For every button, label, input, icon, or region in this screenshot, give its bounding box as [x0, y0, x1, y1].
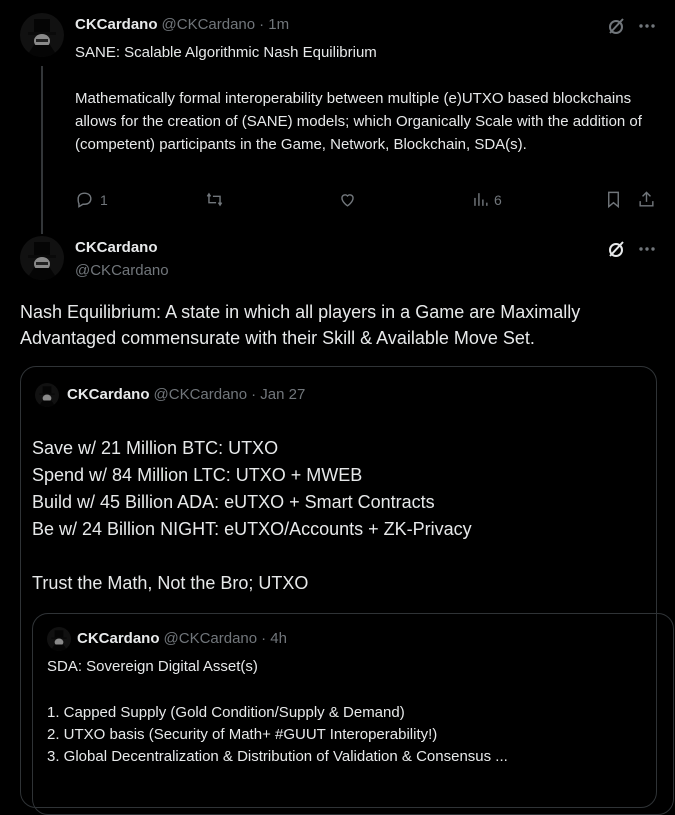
- author-handle: @CKCardano: [163, 630, 258, 647]
- author-name: CKCardano: [77, 630, 160, 647]
- views-button[interactable]: [471, 190, 502, 209]
- grok-icon[interactable]: [606, 16, 626, 41]
- tweet-text: Nash Equilibrium: A state in which all players in a Game are Maximally Advantaged commensurate with their Skill & Available Move Set.: [20, 302, 581, 348]
- thread-line: [41, 66, 43, 234]
- avatar: [47, 627, 71, 651]
- quote-header: [35, 383, 305, 407]
- views-count: 6: [494, 191, 502, 208]
- quote-text: [32, 435, 472, 597]
- share-icon: [637, 190, 656, 209]
- quote-header: [47, 627, 287, 651]
- tweet-header: [75, 15, 289, 35]
- author-handle[interactable]: @CKCardano: [161, 16, 256, 33]
- tweet-text: SANE: Scalable Algorithmic Nash Equilibrium Mathematically formal interoperability between multiple (e)UTXO based blockchains allows for the creation of (SANE) models; which Organically Scale with the addition of (competent) participants in the Game, Network, Blockchain, SDA(s).: [75, 44, 642, 153]
- bookmark-icon: [604, 190, 623, 209]
- quote-line: 2. UTXO basis (Security of Math+ #GUUT Interoperability!): [47, 726, 438, 743]
- quote-line: 3. Global Decentralization & Distribution of Validation & Consensus ...: [47, 748, 508, 765]
- author-handle: @CKCardano: [153, 386, 248, 403]
- quote-line: 1. Capped Supply (Gold Condition/Supply & Demand): [47, 704, 405, 721]
- reply-icon: [75, 190, 94, 209]
- quote-title: SDA: Sovereign Digital Asset(s): [47, 658, 258, 675]
- timestamp: · Jan 27: [251, 386, 306, 403]
- timestamp: · 4h: [261, 630, 287, 647]
- quote-line: Save w/ 21 Million BTC: UTXO: [32, 438, 279, 458]
- timestamp[interactable]: · 1m: [259, 16, 290, 33]
- reply-count: 1: [100, 191, 108, 208]
- like-icon: [338, 190, 357, 209]
- avatar[interactable]: [20, 13, 64, 57]
- quote-text: [47, 656, 508, 768]
- quote-line: Be w/ 24 Billion NIGHT: eUTXO/Accounts + ZK-Privacy: [32, 519, 472, 539]
- like-button[interactable]: [338, 190, 357, 209]
- reply-button[interactable]: [75, 190, 108, 209]
- author-name: CKCardano: [67, 386, 150, 403]
- author-name[interactable]: CKCardano: [75, 239, 158, 256]
- more-icon[interactable]: [637, 16, 657, 41]
- bookmark-button[interactable]: [604, 190, 623, 209]
- author-name[interactable]: CKCardano: [75, 16, 158, 33]
- quote-line: Trust the Math, Not the Bro; UTXO: [32, 573, 309, 593]
- grok-icon[interactable]: [606, 239, 626, 264]
- quote-line: Build w/ 45 Billion ADA: eUTXO + Smart Contracts: [32, 492, 435, 512]
- views-icon: [471, 190, 490, 209]
- nested-quoted-tweet[interactable]: [32, 613, 674, 815]
- repost-icon: [205, 190, 224, 209]
- avatar: [35, 383, 59, 407]
- avatar[interactable]: [20, 236, 64, 280]
- more-icon[interactable]: [637, 239, 657, 264]
- author-handle[interactable]: @CKCardano: [75, 262, 169, 279]
- quote-line: Spend w/ 84 Million LTC: UTXO + MWEB: [32, 465, 363, 485]
- repost-button[interactable]: [205, 190, 224, 209]
- share-button[interactable]: [637, 190, 656, 209]
